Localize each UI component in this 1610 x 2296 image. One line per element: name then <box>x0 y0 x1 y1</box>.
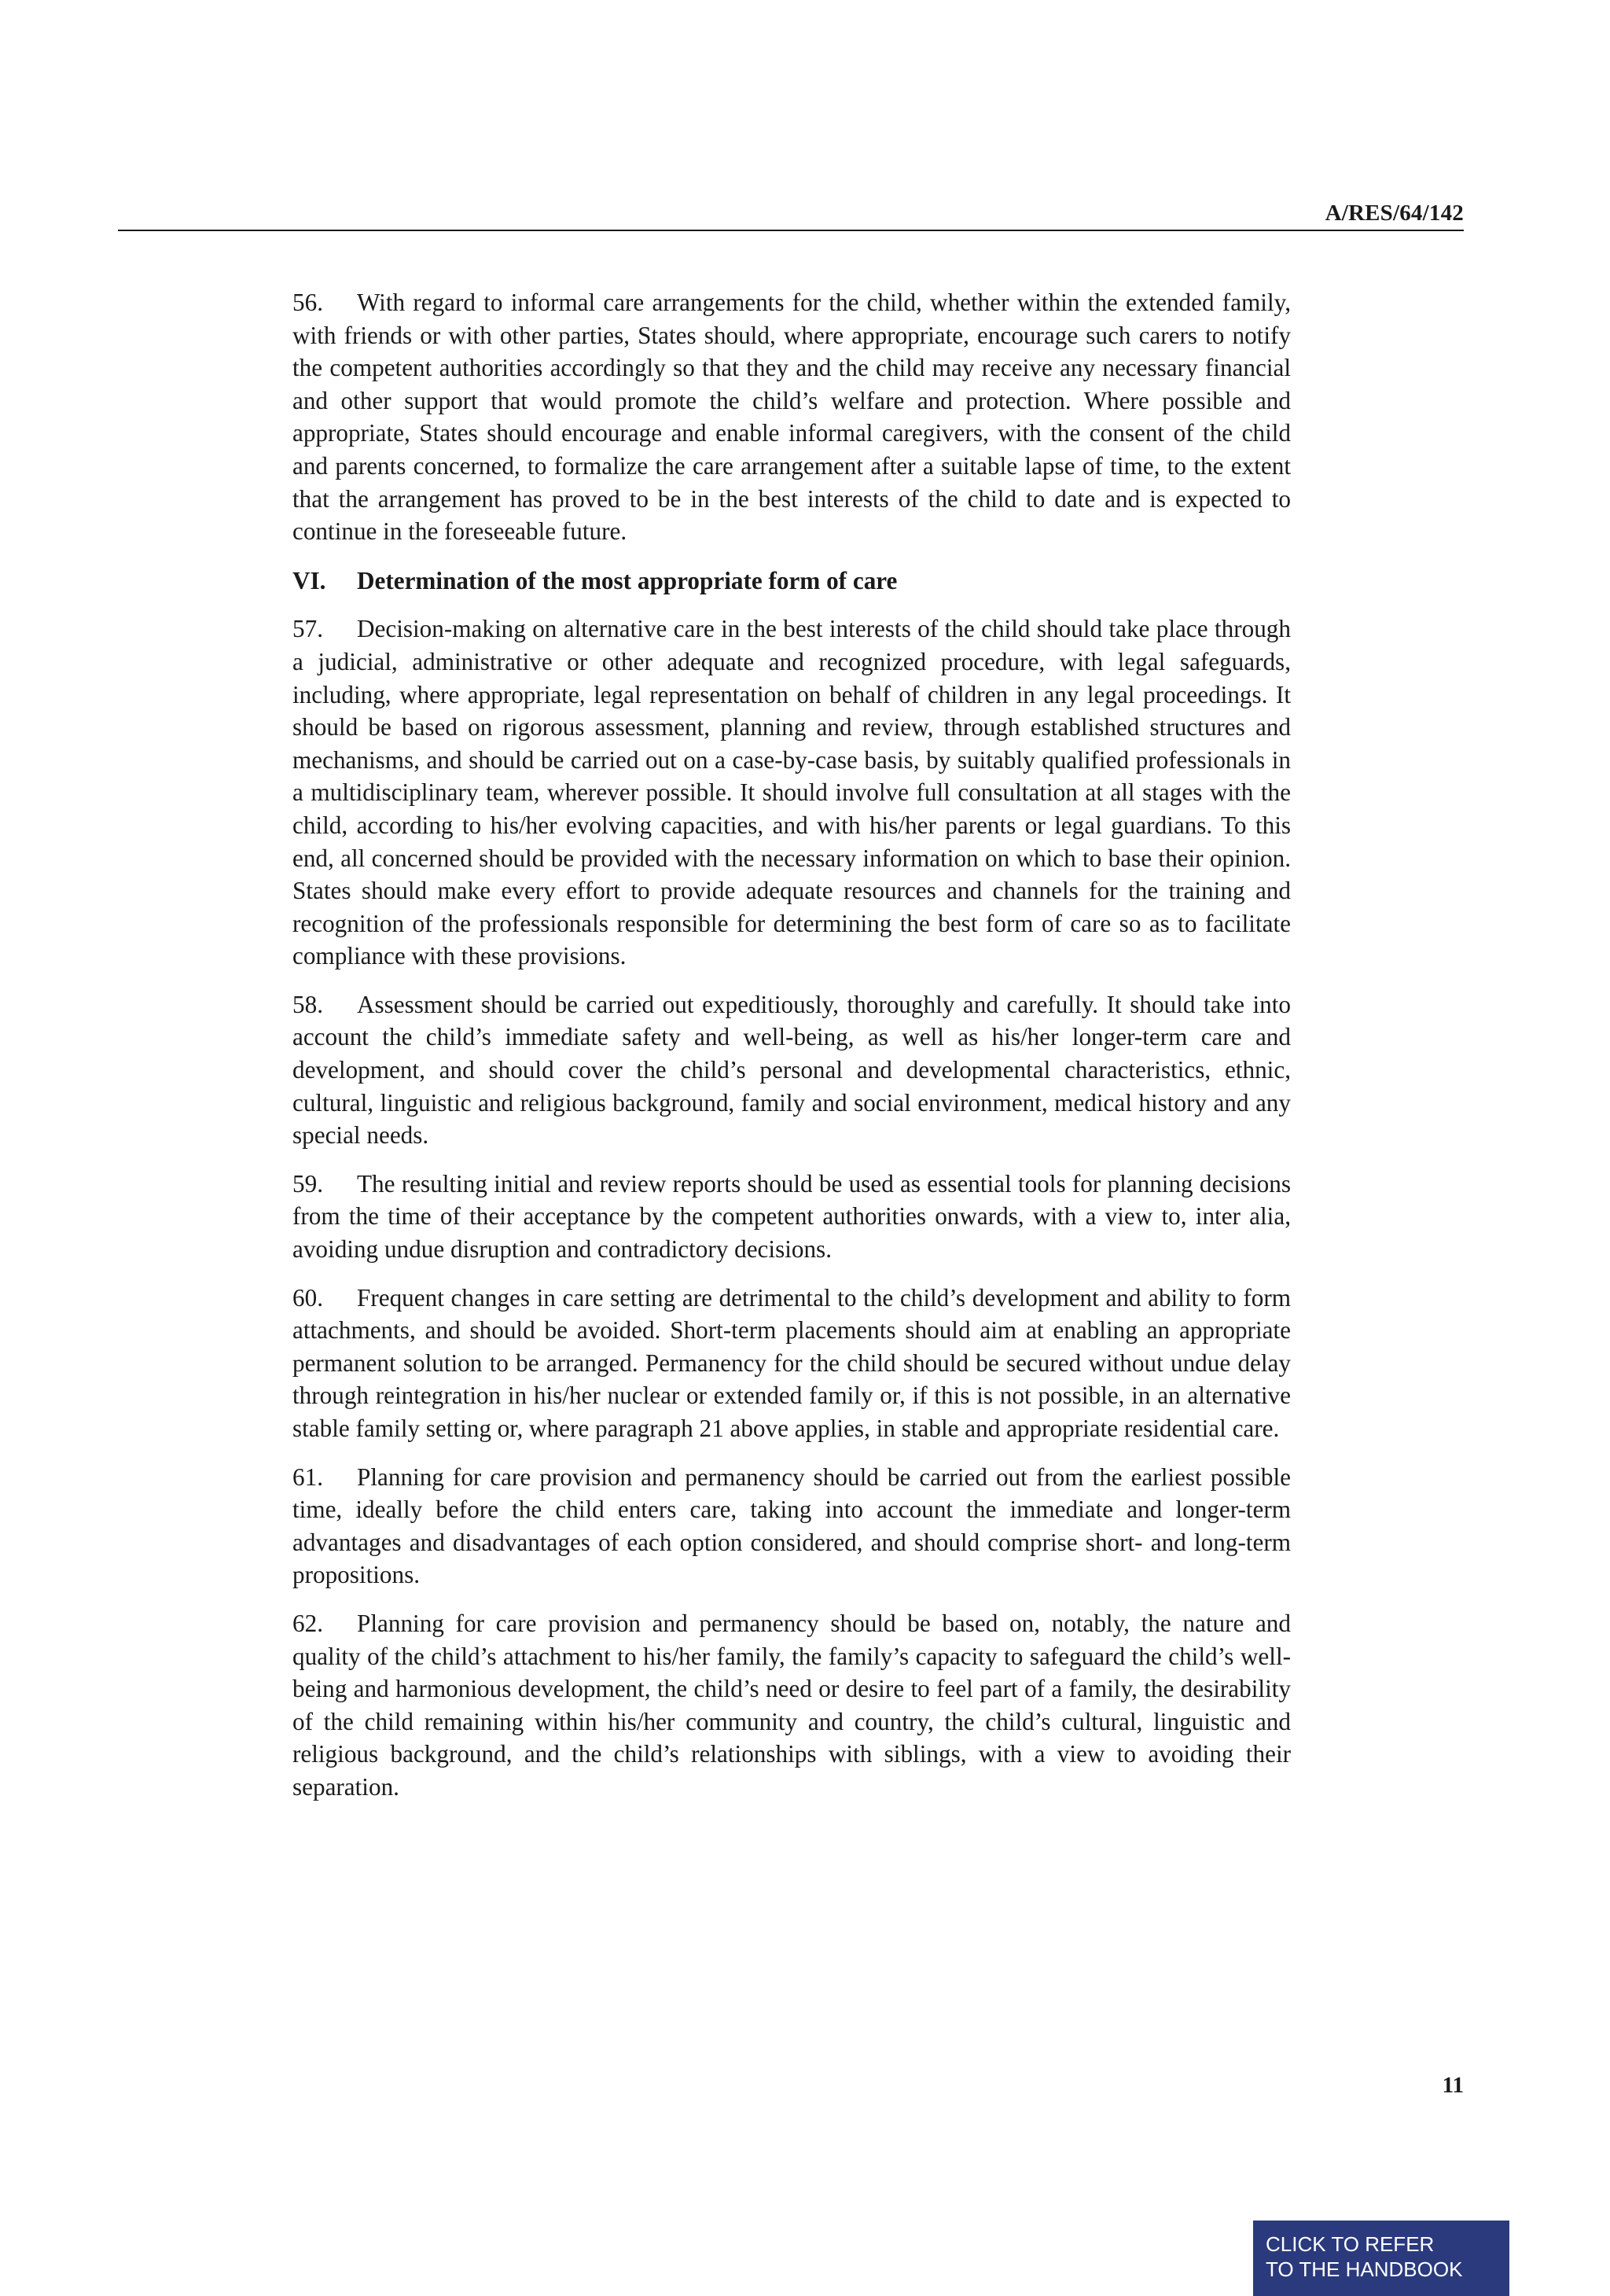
refer-to-handbook-button[interactable] <box>1253 2221 1509 2296</box>
paragraph-number: 62. <box>292 1609 323 1637</box>
paragraph-62 <box>292 1607 1291 1804</box>
paragraph-number: 59. <box>292 1169 323 1198</box>
page-number: 11 <box>1442 2073 1464 2098</box>
paragraph-60 <box>292 1282 1291 1445</box>
paragraph-text: Planning for care provision and permanency should be based on, notably, the nature and quality of the child’s attachment to his/her family, the family’s capacity to safeguard the child’s well-being and harmonious development, the child’s need or desire to feel part of a family, the desirability of the child remaining within his/her community and country, the child’s cultural, linguistic and religious background, and the child’s relationships with siblings, with a view to avoiding their separation. <box>292 1609 1291 1801</box>
paragraph-number: 61. <box>292 1463 323 1491</box>
handbook-button-line-2: TO THE HANDBOOK <box>1266 2257 1463 2281</box>
document-body <box>292 286 1291 1820</box>
paragraph-text: The resulting initial and review reports should be used as essential tools for planning decisions from the time of their acceptance by the competent authorities onwards, with a view to, inter alia, avoiding undue disruption and contradictory decisions. <box>292 1169 1291 1264</box>
paragraph-text: With regard to informal care arrangements for the child, whether within the extended family, with friends or with other parties, States should, where appropriate, encourage such carers to notify the competent authorities accordingly so that they and the child may receive any necessary financial and other support that would promote the child’s welfare and protection. Where possible and appropriate, States should encourage and enable informal caregivers, with the consent of the child and parents concerned, to formalize the care arrangement after a suitable lapse of time, to the extent that the arrangement has proved to be in the best interests of the child to date and is expected to continue in the foreseeable future. <box>292 289 1291 546</box>
paragraph-number: 57. <box>292 615 323 643</box>
paragraph-58 <box>292 988 1291 1152</box>
section-title: Determination of the most appropriate form of care <box>357 566 898 594</box>
section-number: VI. <box>292 566 326 594</box>
paragraph-59 <box>292 1168 1291 1266</box>
paragraph-61 <box>292 1461 1291 1591</box>
document-symbol: A/RES/64/142 <box>1325 201 1464 226</box>
paragraph-number: 58. <box>292 990 323 1018</box>
header-rule <box>118 230 1464 231</box>
paragraph-56 <box>292 286 1291 548</box>
handbook-button-line-1: CLICK TO REFER <box>1266 2232 1435 2256</box>
paragraph-text: Decision-making on alternative care in the best interests of the child should take place through a judicial, administrative or other adequate and recognized procedure, with legal safeguards, including, where appropriate, legal representation on behalf of children in any legal proceedings. It should be based on rigorous assessment, planning and review, through established structures and mechanisms, and should be carried out on a case-by-case basis, by suitably qualified professionals in a multidisciplinary team, wherever possible. It should involve full consultation at all stages with the child, according to his/her evolving capacities, and with his/her parents or legal guardians. To this end, all concerned should be provided with the necessary information on which to base their opinion. States should make every effort to provide adequate resources and channels for the training and recognition of the professionals responsible for determining the best form of care so as to facilitate compliance with these provisions. <box>292 615 1291 970</box>
paragraph-text: Planning for care provision and permanency should be carried out from the earliest possible time, ideally before the child enters care, taking into account the immediate and longer-term advantages and disadvantages of each option considered, and should comprise short- and long-term propositions. <box>292 1463 1291 1589</box>
paragraph-text: Frequent changes in care setting are detrimental to the child’s development and ability to form attachments, and should be avoided. Short-term placements should aim at enabling an appropriate permanent solution to be arranged. Permanency for the child should be secured without undue delay through reintegration in his/her nuclear or extended family or, if this is not possible, in an alternative stable family setting or, where paragraph 21 above applies, in stable and appropriate residential care. <box>292 1283 1291 1442</box>
paragraph-57 <box>292 613 1291 973</box>
paragraph-text: Assessment should be carried out expeditiously, thoroughly and carefully. It should take into account the child’s immediate safety and well-being, as well as his/her longer-term care and development, and should cover the child’s personal and developmental characteristics, ethnic, cultural, linguistic and religious background, family and social environment, medical history and any special needs. <box>292 990 1291 1150</box>
section-heading <box>292 565 1291 598</box>
paragraph-number: 56. <box>292 289 323 316</box>
paragraph-number: 60. <box>292 1283 323 1312</box>
